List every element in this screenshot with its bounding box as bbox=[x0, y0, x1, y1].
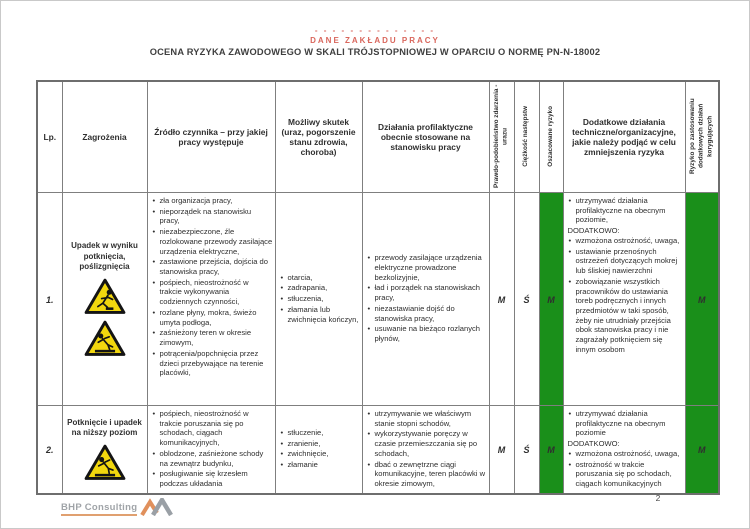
bullet-item: • ostrożność w trakcie poruszania się po schodach, ciągach komunikacyjnych bbox=[568, 460, 683, 489]
hazard-title: Upadek w wyniku potknięcia, poślizgnięcia bbox=[71, 241, 138, 272]
prevention-list bbox=[367, 253, 487, 343]
source-list bbox=[152, 196, 273, 378]
effect-list bbox=[280, 428, 360, 470]
prevention-cell bbox=[362, 193, 489, 406]
bullet-item: • zła organizacja pracy, bbox=[152, 196, 273, 206]
bullet-item: • złamanie bbox=[280, 460, 360, 470]
bullet-item: • dbać o zewnętrzne ciągi komunikacyjne, teren placówki w okresie zimowym, bbox=[367, 460, 487, 489]
col-header-severity: Ciężkość następstw bbox=[514, 81, 539, 193]
header-dashes: - - - - - - - - - - - - - - bbox=[314, 27, 436, 35]
col-header-source: Źródło czynnika – przy jakiej pracy występuje bbox=[147, 81, 275, 193]
probability-cell: M bbox=[489, 193, 514, 406]
effect-cell bbox=[275, 193, 362, 406]
bullet-item: • niezabezpieczone, źle rozlokowane przewody zasilające urządzenia elektryczne, bbox=[152, 227, 273, 256]
bullet-item: • utrzymywać działania profilaktyczne na obecnym poziomie bbox=[568, 409, 683, 438]
logo-text: BHP Consulting bbox=[61, 502, 137, 516]
source-cell bbox=[147, 406, 275, 494]
bullet-item: • niezastawianie dojść do stanowiska pracy, bbox=[367, 304, 487, 323]
bullet-item: • nieporządek na stanowisku pracy, bbox=[152, 207, 273, 226]
additional-post-list bbox=[568, 236, 683, 355]
risk-after-cell: M bbox=[685, 406, 719, 494]
col-header-estimated-risk: Oszacowane ryzyko bbox=[539, 81, 563, 193]
col-header-hazard: Zagrożenia bbox=[62, 81, 147, 193]
table-header-row bbox=[37, 81, 719, 193]
col-header-probability: Prawdo-podobieństwo zdarzenia - urazu bbox=[489, 81, 514, 193]
prevention-cell bbox=[362, 406, 489, 494]
col-header-risk-after: Ryzyko po zastosowaniu dodatkowych działań korygujących bbox=[685, 81, 719, 193]
bullet-item: • usuwanie na bieżąco rozlanych płynów, bbox=[367, 324, 487, 343]
bullet-item: • wzmożona ostrożność, uwaga, bbox=[568, 236, 683, 246]
additional-actions-cell bbox=[563, 193, 685, 406]
hazard-cell bbox=[62, 193, 147, 406]
bullet-item: • zaśnieżony teren w okresie zimowym, bbox=[152, 328, 273, 347]
col-header-effect: Możliwy skutek (uraz, pogorszenie stanu zdrowia, choroba) bbox=[275, 81, 362, 193]
source-cell bbox=[147, 193, 275, 406]
bullet-item: • pośpiech, nieostrożność w trakcie poruszania się po schodach, ciągach komunikacyjnych, bbox=[152, 409, 273, 448]
table-row bbox=[37, 406, 719, 494]
bullet-item: • ład i porządek na stanowiskach pracy, bbox=[367, 283, 487, 302]
severity-cell: Ś bbox=[514, 406, 539, 494]
effect-cell bbox=[275, 406, 362, 494]
effect-list bbox=[280, 273, 360, 325]
additional-label: DODATKOWO: bbox=[567, 439, 620, 449]
fall-warning-icon bbox=[84, 444, 126, 481]
bullet-item: • stłuczenia, bbox=[280, 294, 360, 304]
additional-label: DODATKOWO: bbox=[567, 226, 620, 236]
page-title: OCENA RYZYKA ZAWODOWEGO W SKALI TRÓJSTOPNIOWEJ W OPARCIU O NORMĘ PN-N-18002 bbox=[149, 47, 601, 57]
source-list bbox=[152, 409, 273, 489]
bullet-item: • zranienie, bbox=[280, 439, 360, 449]
estimated-risk-cell: M bbox=[539, 406, 563, 494]
col-header-lp: Lp. bbox=[37, 81, 62, 193]
bullet-item: • otarcia, bbox=[280, 273, 360, 283]
bullet-item: • złamania lub zwichnięcia kończyn, bbox=[280, 305, 360, 324]
col-header-additional: Dodatkowe działania techniczne/organizacyjne, jakie należy podjąć w celu zmniejszenia ryzyka bbox=[563, 81, 685, 193]
additional-actions-cell bbox=[563, 406, 685, 494]
additional-pre-list bbox=[568, 409, 683, 438]
logo-mountains-icon bbox=[140, 498, 174, 516]
hazard-title: Potknięcie i upadek na niższy poziom bbox=[67, 418, 142, 438]
bullet-item: • utrzymywać działania profilaktyczne na obecnym poziomie, bbox=[568, 196, 683, 225]
bullet-item: • utrzymywanie we właściwym stanie stopni schodów, bbox=[367, 409, 487, 428]
bullet-item: • posługiwanie się krzesłem podczas układania bbox=[152, 469, 273, 488]
bullet-item: • zobowiązanie wszystkich pracowników do ustawiania toreb podręcznych i innych przedmiotów w taki sposób, żeby nie utrudniały przejścia obok stanowiska pracy i nie zagrażały potknięciem się innym osobom bbox=[568, 277, 683, 355]
severity-cell: Ś bbox=[514, 193, 539, 406]
bullet-item: • rozlane płyny, mokra, świeżo umyta podłoga, bbox=[152, 308, 273, 327]
bullet-item: • stłuczenie, bbox=[280, 428, 360, 438]
risk-after-cell: M bbox=[685, 193, 719, 406]
bullet-item: • zastawione przejścia, dojścia do stanowiska pracy, bbox=[152, 257, 273, 276]
bullet-item: • oblodzone, zaśnieżone schody na zewnątrz budynku, bbox=[152, 449, 273, 468]
bullet-item: • wzmożona ostrożność, uwaga, bbox=[568, 449, 683, 459]
hazard-cell bbox=[62, 406, 147, 494]
estimated-risk-cell: M bbox=[539, 193, 563, 406]
bullet-item: • wykorzystywanie poręczy w czasie przemieszczania się po schodach, bbox=[367, 429, 487, 458]
trip-warning-icon bbox=[84, 278, 126, 315]
bullet-item: • potrącenia/popchnięcia przez dzieci przebywające na terenie placówki, bbox=[152, 349, 273, 378]
bhp-consulting-logo bbox=[61, 498, 174, 516]
lp-cell: 2. bbox=[37, 406, 62, 494]
document-header bbox=[1, 27, 749, 57]
additional-pre-list bbox=[568, 196, 683, 225]
page-number: 2 bbox=[655, 493, 661, 503]
bullet-item: • przewody zasilające urządzenia elektryczne prowadzone bezkolizyjnie, bbox=[367, 253, 487, 282]
bullet-item: • zadrapania, bbox=[280, 283, 360, 293]
risk-assessment-table bbox=[36, 80, 720, 495]
bullet-item: • zwichnięcie, bbox=[280, 449, 360, 459]
col-header-prevention: Działania profilaktyczne obecnie stosowane na stanowisku pracy bbox=[362, 81, 489, 193]
additional-post-list bbox=[568, 449, 683, 489]
slip-warning-icon bbox=[84, 320, 126, 357]
probability-cell: M bbox=[489, 406, 514, 494]
prevention-list bbox=[367, 409, 487, 489]
bullet-item: • ustawianie przenośnych ostrzeżeń dotyczących mokrej lub śliskiej nawierzchni bbox=[568, 247, 683, 276]
company-label: DANE ZAKŁADU PRACY bbox=[310, 36, 440, 45]
lp-cell: 1. bbox=[37, 193, 62, 406]
bullet-item: • pośpiech, nieostrożność w trakcie wykonywania codziennych czynności, bbox=[152, 278, 273, 307]
table-row bbox=[37, 193, 719, 406]
